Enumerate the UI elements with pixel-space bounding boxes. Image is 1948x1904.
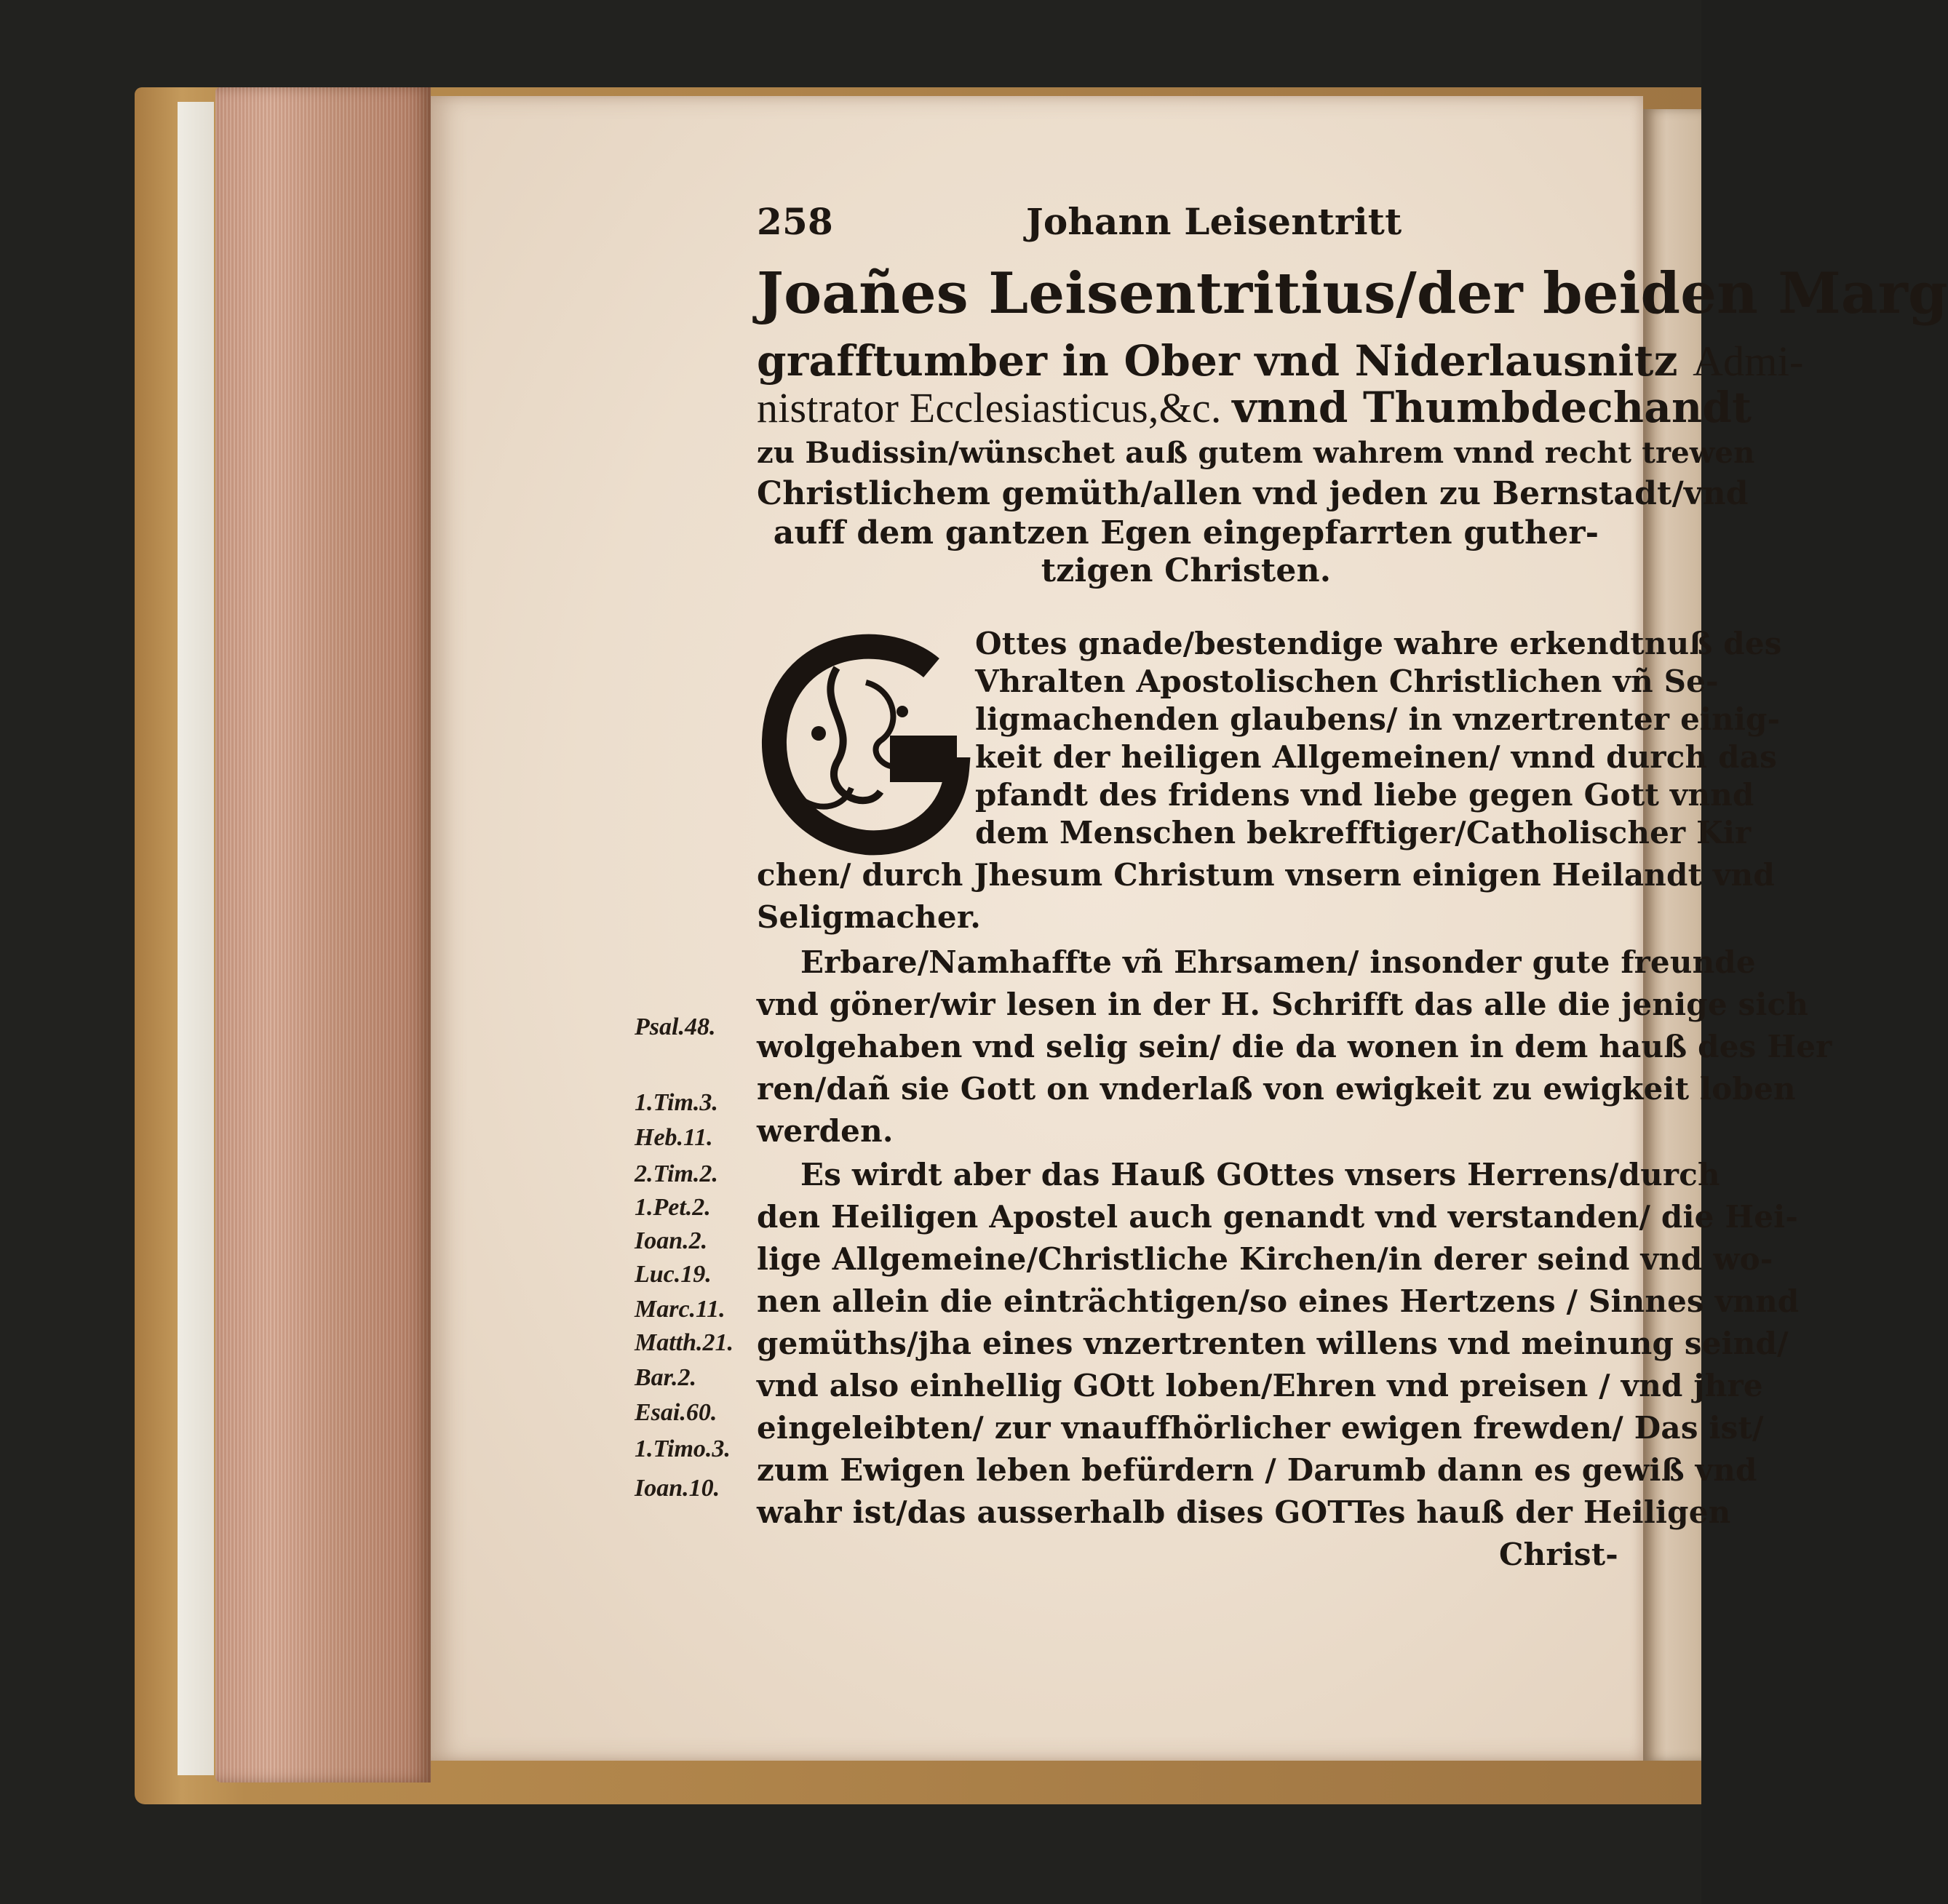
margin-note: Psal.48. [635, 1013, 716, 1040]
decorated-initial [757, 624, 968, 850]
margin-note: Marc.11. [635, 1296, 725, 1323]
title-line-2-text: grafftumber in Ober vnd Niderlausnitz [757, 336, 1693, 386]
body-line-3: ligmachenden glaubens/ in vnzertrenter einig- [975, 701, 1781, 737]
body-line-17: nen allein die einträchtigen/so eines Hertzens / Sinnes vnnd [757, 1283, 1800, 1319]
title-line-6: auff dem gantzen Egen eingepfarrten guther- [773, 514, 1599, 551]
body-line-13: werden. [757, 1113, 894, 1149]
body-line-14: Es wirdt aber das Hauß GOttes vnsers Herrens/durch [800, 1157, 1720, 1192]
title-line-3-text: vnnd Thumbdechandt [1232, 383, 1752, 432]
body-line-10: vnd göner/wir lesen in der H. Schrifft das alle die jenige sich [757, 987, 1809, 1022]
body-line-18: gemüths/jha eines vnzertrenten willens vnd meinung seind/ [757, 1326, 1789, 1361]
title-line-3 [757, 384, 1752, 431]
title-line-2 [757, 338, 1804, 385]
margin-note: Bar.2. [635, 1364, 697, 1391]
margin-note: Heb.11. [635, 1124, 713, 1151]
body-line-5: pfandt des fridens vnd liebe gegen Gott vnnd [975, 777, 1754, 813]
body-line-12: ren/dañ sie Gott on vnderlaß von ewigkeit zu ewigkeit loben [757, 1071, 1796, 1107]
margin-note: Esai.60. [635, 1399, 717, 1426]
initial-ornament-icon [757, 624, 968, 850]
body-line-20: eingeleibten/ zur vnauffhörlicher ewigen frewden/ Das ist/ [757, 1410, 1764, 1446]
body-line-11: wolgehaben vnd selig sein/ die da wonen in dem hauß des Her [757, 1029, 1832, 1064]
margin-note: Ioan.10. [635, 1475, 720, 1502]
margin-note: Luc.19. [635, 1261, 712, 1288]
body-line-16: lige Allgemeine/Christliche Kirchen/in derer seind vnd wo- [757, 1241, 1773, 1277]
margin-note: 1.Tim.3. [635, 1089, 718, 1116]
page-number: 258 [757, 200, 833, 243]
body-line-7: chen/ durch Jhesum Christum vnsern einigen Heilandt vnd [757, 857, 1775, 893]
title-line-7: tzigen Christen. [1041, 552, 1332, 589]
margin-note: 1.Timo.3. [635, 1435, 731, 1462]
title-line-5: Christlichem gemüth/allen vnd jeden zu Bernstadt/vnd [757, 475, 1749, 512]
body-line-1: Ottes gnade/bestendige wahre erkendtnuß des [975, 626, 1782, 661]
title-line-3-roman: nistrator Ecclesiasticus,&c. [757, 384, 1233, 431]
body-line-2: Vhralten Apostolischen Christlichen vñ Se- [975, 664, 1719, 699]
margin-note: 2.Tim.2. [635, 1160, 718, 1187]
margin-note: 1.Pet.2. [635, 1194, 711, 1221]
title-line-2-roman: Admi- [1693, 338, 1804, 385]
body-line-22: wahr ist/das ausserhalb dises GOTTes hauß der Heiligen [757, 1494, 1731, 1530]
body-line-21: zum Ewigen leben befürdern / Darumb dann es gewiß vnd [757, 1452, 1757, 1488]
body-line-8: Seligmacher. [757, 899, 982, 935]
margin-note: Ioan.2. [635, 1227, 708, 1254]
body-line-19: vnd also einhellig GOtt loben/Ehren vnd preisen / vnd jhre [757, 1368, 1763, 1403]
margin-note: Matth.21. [635, 1329, 734, 1356]
title-line-1: Joañes Leisentritius/der beiden Marg [757, 260, 1948, 327]
catchword: Christ- [1499, 1537, 1618, 1572]
body-line-6: dem Menschen bekrefftiger/Catholischer Kir [975, 815, 1752, 851]
body-line-9: Erbare/Namhaffte vñ Ehrsamen/ insonder gute freunde [800, 944, 1756, 980]
running-head: Johann Leisentritt [1026, 200, 1402, 243]
body-line-15: den Heiligen Apostel auch genandt vnd verstanden/ die Hei- [757, 1199, 1798, 1235]
body-line-4: keit der heiligen Allgemeinen/ vnnd durch das [975, 739, 1777, 775]
title-line-4: zu Budissin/wünschet auß gutem wahrem vnnd recht trewen [757, 436, 1755, 470]
